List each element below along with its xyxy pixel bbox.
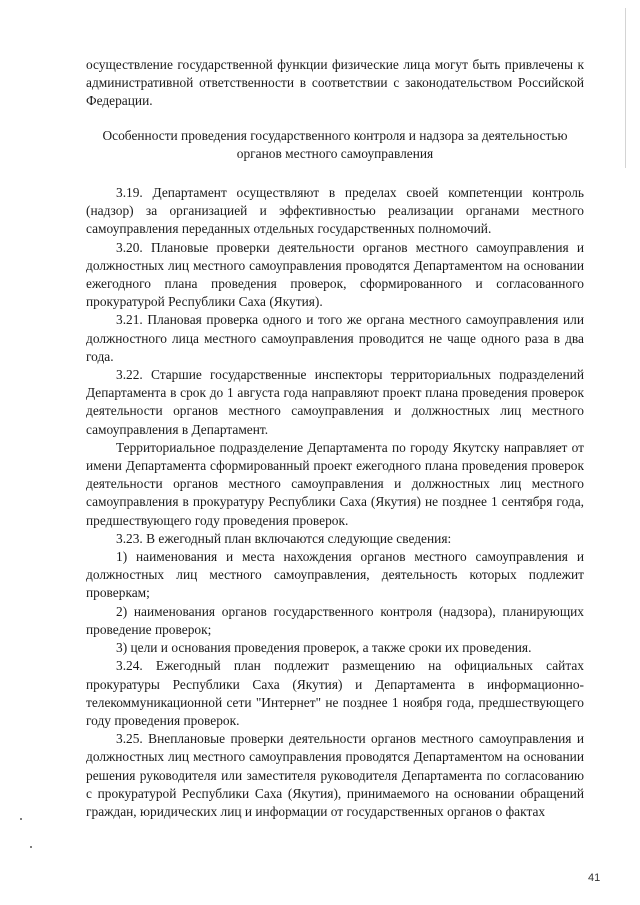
section-heading: Особенности проведения государственного контроля и надзора за деятельностью органов местного самоуправления [102,127,568,161]
document-body [86,56,584,821]
paragraph-3-21: 3.21. Плановая проверка одного и того же органа местного самоуправления или должностного лица местного самоуправления проводится не чаще одного раза в два года. [86,312,584,364]
paragraph-3-23: 3.23. В ежегодный план включаются следующие сведения: [116,530,452,546]
paragraph-3-22: 3.22. Старшие государственные инспекторы территориальных подразделений Департамента в срок до 1 августа года направляют проект плана проведения проверок деятельности органов местного самоуправления и должностных лиц местного самоуправления в Департамент. [86,367,584,437]
paragraph-continuation: осуществление государственной функции физические лица могут быть привлечены к административной ответственности в соответствии с законодательством Российской Федерации. [86,57,584,109]
paragraph-3-24: 3.24. Ежегодный план подлежит размещению на официальных сайтах прокуратуры Республики Саха (Якутия) и Департамента в информационно-телекоммуникационной сети "Интернет" не позднее 1 ноября года, предшествующего году проведения проверок. [86,658,584,728]
scan-speck [30,846,32,848]
scan-speck [20,818,22,820]
paragraph-3-19: 3.19. Департамент осуществляют в пределах своей компетенции контроль (надзор) за организацией и эффективностью реализации органами местного самоуправления переданных отдельных государственных полномочий. [86,185,584,237]
page-number: 41 [588,872,601,884]
list-item-1: 1) наименования и места нахождения органов местного самоуправления и должностных лиц местного самоуправления, деятельность которых подлежит проверкам; [86,549,584,601]
scan-edge-mark [625,8,638,168]
list-item-3: 3) цели и основания проведения проверок, а также сроки их проведения. [116,640,532,656]
list-item-2: 2) наименования органов государственного контроля (надзора), планирующих проведение проверок; [86,603,584,637]
paragraph-yakutsk: Территориальное подразделение Департамента по городу Якутску направляет от имени Департамента сформированный проект ежегодного плана проведения проверок деятельности органов местного самоуправления и должностных лиц местного самоуправления в прокуратуру Республики Саха (Якутия) не позднее 1 сентября года, предшествующего году проведения проверок. [86,439,584,528]
paragraph-3-25: 3.25. Внеплановые проверки деятельности органов местного самоуправления и должностных лиц местного самоуправления проводятся Департаментом на основании решения руководителя или заместителя руководителя Департамента по согласованию с прокуратурой Республики Саха (Якутия), принимаемого на основании обращений граждан, юридических лиц и информации от государственных органов о фактах [86,731,584,819]
paragraph-3-20: 3.20. Плановые проверки деятельности органов местного самоуправления и должностных лиц местного самоуправления проводятся Департаментом на основании ежегодного плана проведения проверок, сформированного и согласованного прокуратурой Республики Саха (Якутия). [86,239,584,310]
